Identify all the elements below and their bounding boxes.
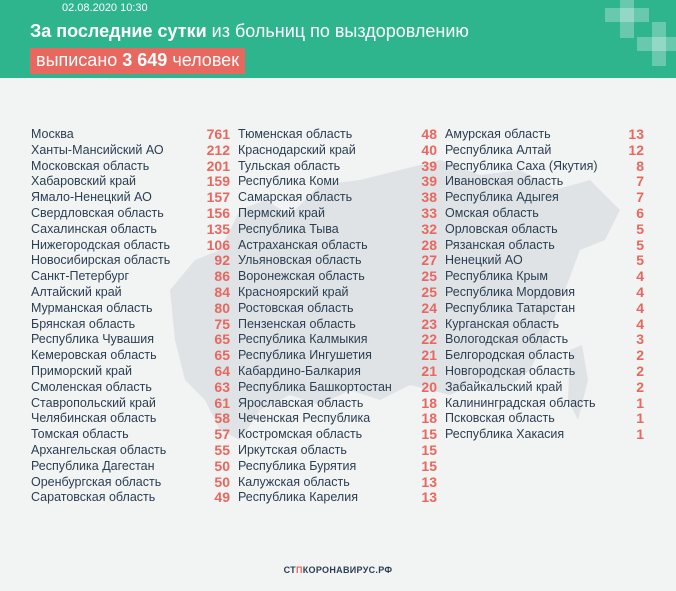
region-value: 86 <box>214 268 230 285</box>
region-row <box>31 174 230 190</box>
region-name: Нижегородская область <box>31 237 170 252</box>
region-row <box>445 396 644 412</box>
region-row <box>31 238 230 254</box>
brand-part-3: КОРОНАВИРУС.РФ <box>302 565 393 575</box>
region-value: 75 <box>214 315 230 332</box>
region-name: Вологодская область <box>445 332 569 347</box>
region-row <box>31 475 230 491</box>
region-row <box>238 411 437 427</box>
region-row <box>31 317 230 333</box>
region-row <box>31 301 230 317</box>
plus-decoration <box>605 8 649 22</box>
region-row <box>31 427 230 443</box>
region-name: Московская область <box>31 158 150 173</box>
region-row <box>31 143 230 159</box>
region-value: 1 <box>636 426 644 443</box>
region-name: Ненецкий АО <box>445 253 523 268</box>
plus-decoration <box>637 37 676 51</box>
region-row <box>238 269 437 285</box>
region-row <box>31 364 230 380</box>
region-value: 38 <box>421 189 437 206</box>
region-name: Амурская область <box>445 127 551 141</box>
region-name: Тюменская область <box>238 127 353 141</box>
region-row <box>31 253 230 269</box>
region-row <box>238 317 437 333</box>
region-row <box>238 380 437 396</box>
region-row <box>238 332 437 348</box>
region-value: 65 <box>214 331 230 348</box>
region-row <box>238 222 437 238</box>
region-name: Мурманская область <box>31 300 153 315</box>
region-name: Калининградская область <box>445 395 596 410</box>
region-row <box>238 475 437 491</box>
region-row <box>238 364 437 380</box>
region-name: Тульская область <box>238 158 341 173</box>
region-name: Республика Коми <box>238 174 340 189</box>
region-row <box>238 143 437 159</box>
region-value: 1 <box>636 410 644 427</box>
region-name: Свердловская область <box>31 205 164 220</box>
region-name: Красноярский край <box>238 284 349 299</box>
region-name: Белгородская область <box>445 348 575 363</box>
region-value: 156 <box>206 204 230 221</box>
region-row <box>445 364 644 380</box>
region-value: 21 <box>421 362 437 379</box>
region-name: Костромская область <box>238 427 363 442</box>
region-row <box>238 238 437 254</box>
region-row <box>238 190 437 206</box>
region-row <box>238 301 437 317</box>
region-value: 4 <box>636 283 644 300</box>
region-column-1 <box>31 127 230 506</box>
region-name: Пермский край <box>238 205 325 220</box>
region-name: Челябинская область <box>31 411 157 426</box>
brand-part-2: П <box>295 565 303 575</box>
region-name: Республика Татарстан <box>445 300 576 315</box>
region-value: 80 <box>214 299 230 316</box>
region-value: 5 <box>636 236 644 253</box>
region-name: Воронежская область <box>238 269 365 284</box>
region-row <box>445 238 644 254</box>
region-name: Республика Башкортостан <box>238 379 392 394</box>
region-row <box>238 443 437 459</box>
region-value: 50 <box>214 473 230 490</box>
region-value: 3 <box>636 331 644 348</box>
region-row <box>238 253 437 269</box>
region-row <box>238 348 437 364</box>
region-value: 15 <box>421 426 437 443</box>
region-value: 49 <box>214 489 230 506</box>
region-value: 13 <box>421 473 437 490</box>
region-row <box>445 301 644 317</box>
region-row <box>445 174 644 190</box>
region-value: 58 <box>214 410 230 427</box>
region-value: 106 <box>206 236 230 253</box>
region-value: 55 <box>214 441 230 458</box>
region-name: Калужская область <box>238 474 350 489</box>
region-value: 23 <box>421 315 437 332</box>
region-value: 27 <box>421 252 437 269</box>
region-row <box>31 443 230 459</box>
region-value: 28 <box>421 236 437 253</box>
region-value: 8 <box>636 157 644 174</box>
region-value: 63 <box>214 378 230 395</box>
region-name: Хабаровский край <box>31 174 137 189</box>
region-value: 25 <box>421 268 437 285</box>
region-row <box>31 396 230 412</box>
region-value: 39 <box>421 173 437 190</box>
region-name: Псковская область <box>445 411 555 426</box>
region-name: Ставропольский край <box>31 395 156 410</box>
region-value: 13 <box>628 126 644 142</box>
region-name: Кемеровская область <box>31 348 157 363</box>
headline-line-2 <box>30 48 245 74</box>
region-row <box>238 396 437 412</box>
region-name: Республика Хакасия <box>445 427 565 442</box>
region-name: Самарская область <box>238 190 353 205</box>
region-name: Саратовская область <box>31 490 156 505</box>
region-name: Омская область <box>445 205 539 220</box>
region-row <box>31 206 230 222</box>
region-value: 22 <box>421 331 437 348</box>
region-row <box>238 206 437 222</box>
discharged-suffix: человек <box>167 50 240 70</box>
region-name: Ивановская область <box>445 174 564 189</box>
brand-part-1: СТ <box>283 565 296 575</box>
region-value: 92 <box>214 252 230 269</box>
region-name: Брянская область <box>31 316 136 331</box>
region-row <box>445 143 644 159</box>
region-row <box>445 317 644 333</box>
region-row <box>445 222 644 238</box>
region-name: Рязанская область <box>445 237 555 252</box>
region-name: Ямало-Ненецкий АО <box>31 190 152 205</box>
region-value: 65 <box>214 347 230 364</box>
region-value: 135 <box>206 220 230 237</box>
region-value: 12 <box>628 141 644 158</box>
region-name: Оренбургская область <box>31 474 162 489</box>
region-value: 40 <box>421 141 437 158</box>
region-row <box>445 380 644 396</box>
region-value: 1 <box>636 394 644 411</box>
region-value: 2 <box>636 378 644 395</box>
region-name: Забайкальский край <box>445 379 563 394</box>
header-banner <box>0 0 676 78</box>
region-row <box>445 159 644 175</box>
region-value: 761 <box>206 126 230 142</box>
region-row <box>445 127 644 143</box>
region-row <box>31 411 230 427</box>
region-name: Орловская область <box>445 221 558 236</box>
region-name: Алтайский край <box>31 284 122 299</box>
region-name: Приморский край <box>31 363 132 378</box>
region-value: 4 <box>636 268 644 285</box>
region-row <box>238 459 437 475</box>
region-row <box>445 332 644 348</box>
region-name: Республика Саха (Якутия) <box>445 158 598 173</box>
region-row <box>31 348 230 364</box>
region-name: Кабардино-Балкария <box>238 363 361 378</box>
region-row <box>31 380 230 396</box>
region-name: Ростовская область <box>238 300 354 315</box>
region-row <box>445 269 644 285</box>
region-name: Республика Бурятия <box>238 458 357 473</box>
region-value: 50 <box>214 457 230 474</box>
region-row <box>31 459 230 475</box>
region-value: 212 <box>206 141 230 158</box>
region-value: 2 <box>636 362 644 379</box>
region-row <box>238 285 437 301</box>
region-name: Чеченская Республика <box>238 411 371 426</box>
region-name: Иркутская область <box>238 442 347 457</box>
region-value: 18 <box>421 394 437 411</box>
region-name: Ульяновская область <box>238 253 362 268</box>
region-name: Ярославская область <box>238 395 364 410</box>
headline-rest: из больниц по выздоровлению <box>206 21 469 41</box>
region-row <box>238 427 437 443</box>
region-value: 4 <box>636 315 644 332</box>
region-row <box>445 285 644 301</box>
region-value: 25 <box>421 283 437 300</box>
region-value: 24 <box>421 299 437 316</box>
region-value: 5 <box>636 220 644 237</box>
region-row <box>31 190 230 206</box>
region-name: Республика Тыва <box>238 221 339 236</box>
region-name: Смоленская область <box>31 379 152 394</box>
region-row <box>31 127 230 143</box>
region-value: 61 <box>214 394 230 411</box>
region-column-3 <box>445 127 644 443</box>
discharged-prefix: выписано <box>36 50 123 70</box>
region-name: Новосибирская область <box>31 253 171 268</box>
region-name: Республика Ингушетия <box>238 348 372 363</box>
region-row <box>238 174 437 190</box>
region-value: 39 <box>421 157 437 174</box>
headline-line-1 <box>30 21 469 42</box>
region-name: Республика Алтай <box>445 142 552 157</box>
region-row <box>238 159 437 175</box>
publish-date: 02.08.2020 10:30 <box>62 2 148 14</box>
region-name: Томская область <box>31 427 129 442</box>
region-row <box>238 490 437 506</box>
region-name: Санкт-Петербург <box>31 269 130 284</box>
footer-brand <box>0 565 676 575</box>
region-name: Курганская область <box>445 316 559 331</box>
region-row <box>31 332 230 348</box>
region-value: 18 <box>421 410 437 427</box>
region-value: 201 <box>206 157 230 174</box>
region-value: 4 <box>636 299 644 316</box>
region-row <box>31 269 230 285</box>
region-name: Республика Калмыкия <box>238 332 368 347</box>
region-value: 33 <box>421 204 437 221</box>
region-row <box>445 206 644 222</box>
region-name: Республика Чувашия <box>31 332 155 347</box>
region-name: Ханты-Мансийский АО <box>31 142 164 157</box>
region-value: 7 <box>636 189 644 206</box>
region-row <box>445 253 644 269</box>
region-name: Краснодарский край <box>238 142 356 157</box>
region-name: Сахалинская область <box>31 221 157 236</box>
region-row <box>445 348 644 364</box>
region-row <box>31 222 230 238</box>
region-value: 21 <box>421 347 437 364</box>
region-name: Новгородская область <box>445 363 576 378</box>
headline-bold: За последние сутки <box>30 21 207 41</box>
region-value: 157 <box>206 189 230 206</box>
region-value: 15 <box>421 441 437 458</box>
region-value: 2 <box>636 347 644 364</box>
region-name: Астраханская область <box>238 237 368 252</box>
region-row <box>445 190 644 206</box>
region-name: Пензенская область <box>238 316 356 331</box>
region-column-2 <box>238 127 437 506</box>
region-value: 7 <box>636 173 644 190</box>
region-value: 15 <box>421 457 437 474</box>
region-row <box>238 127 437 143</box>
region-value: 5 <box>636 252 644 269</box>
region-row <box>31 285 230 301</box>
region-value: 13 <box>421 489 437 506</box>
region-name: Республика Крым <box>445 269 549 284</box>
region-value: 6 <box>636 204 644 221</box>
region-row <box>31 159 230 175</box>
region-value: 32 <box>421 220 437 237</box>
region-value: 64 <box>214 362 230 379</box>
region-name: Республика Адыгея <box>445 190 559 205</box>
region-value: 84 <box>214 283 230 300</box>
region-name: Республика Мордовия <box>445 284 575 299</box>
region-name: Архангельская область <box>31 442 167 457</box>
region-value: 20 <box>421 378 437 395</box>
region-row <box>445 427 644 443</box>
region-name: Москва <box>31 127 74 141</box>
region-value: 159 <box>206 173 230 190</box>
discharged-count: 3 649 <box>122 50 168 70</box>
region-row <box>31 490 230 506</box>
region-name: Республика Карелия <box>238 490 358 505</box>
region-value: 48 <box>421 126 437 142</box>
region-name: Республика Дагестан <box>31 458 155 473</box>
region-row <box>445 411 644 427</box>
region-value: 57 <box>214 426 230 443</box>
